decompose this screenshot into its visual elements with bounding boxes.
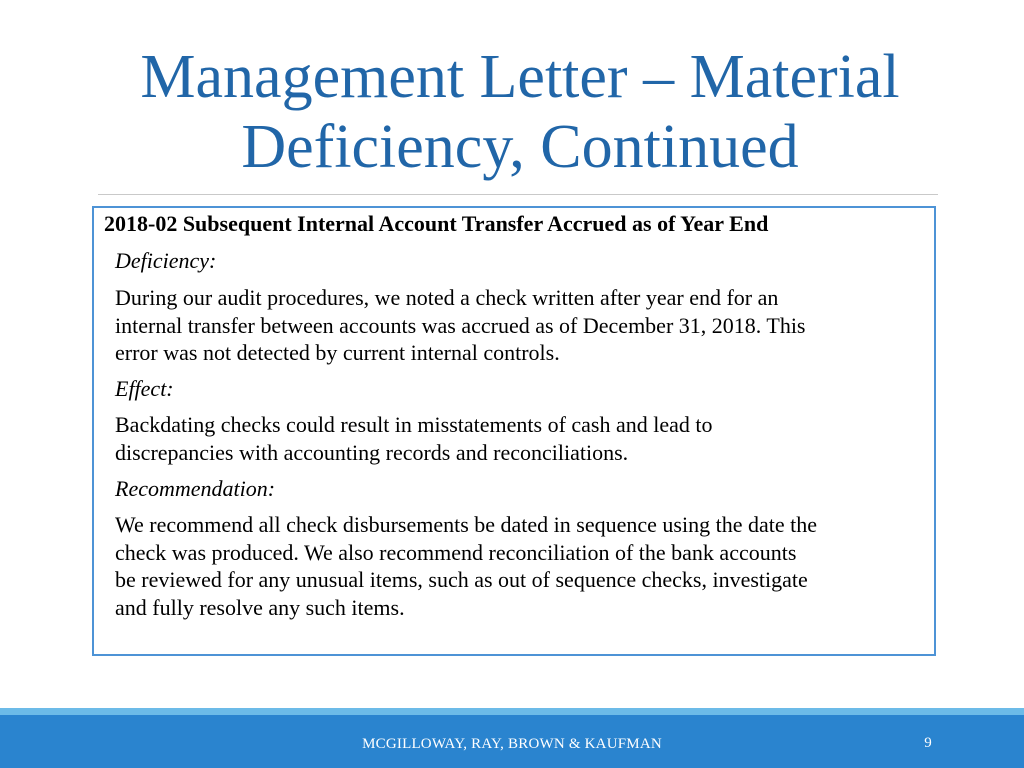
- deficiency-line: During our audit procedures, we noted a check written after year end for an: [115, 285, 779, 310]
- footer-accent-stripe: [0, 708, 1024, 715]
- deficiency-label: Deficiency:: [115, 248, 217, 273]
- title-line-2: Deficiency, Continued: [241, 113, 799, 181]
- effect-line: discrepancies with accounting records and reconciliations.: [115, 439, 629, 465]
- effect-paragraph: [115, 411, 713, 466]
- effect-line: Backdating checks could result in misstatements of cash and lead to: [115, 412, 713, 437]
- recommendation-line: We recommend all check disbursements be dated in sequence using the date the: [115, 512, 817, 537]
- recommendation-line: check was produced. We also recommend reconciliation of the bank accounts: [115, 539, 797, 565]
- recommendation-paragraph: [115, 511, 817, 621]
- recommendation-line: be reviewed for any unusual items, such as out of sequence checks, investigate: [115, 567, 808, 592]
- recommendation-label: Recommendation:: [115, 476, 276, 501]
- title-divider: [98, 194, 938, 195]
- footer-firm-name: MCGILLOWAY, RAY, BROWN & KAUFMAN: [362, 736, 662, 752]
- recommendation-line: and fully resolve any such items.: [115, 594, 405, 620]
- slide-title: [60, 42, 980, 182]
- finding-heading: 2018-02 Subsequent Internal Account Transfer Accrued as of Year End: [104, 211, 769, 236]
- title-line-1: Management Letter – Material: [140, 43, 900, 111]
- effect-label: Effect:: [115, 376, 174, 401]
- deficiency-paragraph: [115, 284, 806, 367]
- page-number: 9: [924, 735, 932, 751]
- deficiency-line: internal transfer between accounts was accrued as of December 31, 2018. This: [115, 312, 806, 338]
- deficiency-line: error was not detected by current internal controls.: [115, 340, 560, 365]
